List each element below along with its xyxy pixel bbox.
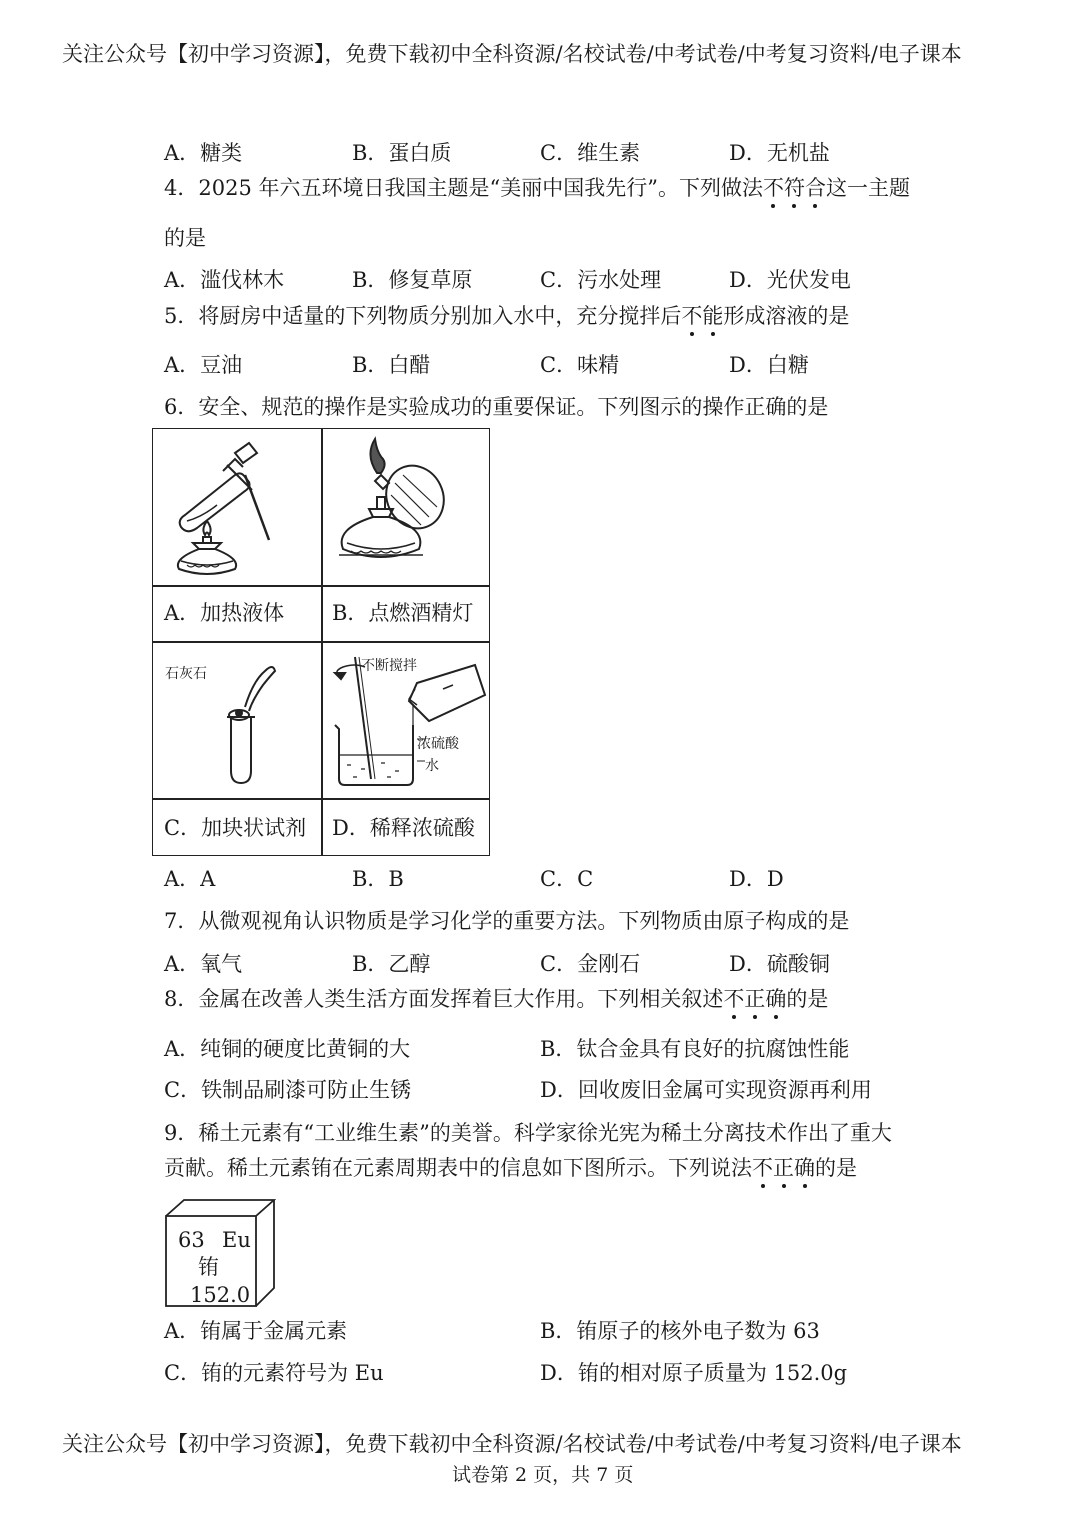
q5-option-d[interactable]: D．白糖 (729, 353, 809, 377)
q4-emph-3: 合 (804, 176, 826, 200)
q4-emph-1: 不 (762, 176, 784, 200)
q9-emph-2: 正 (773, 1156, 794, 1180)
q3-option-c[interactable]: C．维生素 (540, 141, 641, 165)
q8-emph-1: 不 (723, 987, 745, 1011)
footer-banner: 关注公众号【初中学习资源】，免费下载初中全科资源/名校试卷/中考试卷/中考复习资料/电子课本 (62, 1432, 962, 1456)
figure-heating-liquid (157, 435, 317, 580)
q6-option-d[interactable]: D．D (729, 867, 784, 891)
q5-option-b[interactable]: B．白醋 (352, 353, 431, 377)
q8-option-c[interactable]: C．铁制品刷漆可防止生锈 (164, 1078, 412, 1102)
label-limestone: 石灰石 (165, 666, 207, 682)
caption-a: A．加热液体 (164, 601, 285, 625)
q4-option-b[interactable]: B．修复草原 (352, 268, 473, 292)
q3-option-b[interactable]: B．蛋白质 (352, 141, 452, 165)
q6-figure-table (152, 428, 490, 856)
q6-option-a[interactable]: A．A (164, 867, 216, 891)
q5-stem (164, 306, 849, 327)
figure-lighting-lamp (325, 435, 487, 580)
figure-diluting-acid (325, 643, 489, 795)
q9-stem-line1: 9．稀土元素有“工业维生素”的美誉。科学家徐光宪为稀土分离技术作出了重大 (164, 1121, 892, 1145)
q4-stem-line2: 的是 (164, 226, 206, 250)
label-water: 水 (425, 758, 439, 774)
header-banner: 关注公众号【初中学习资源】，免费下载初中全科资源/名校试卷/中考试卷/中考复习资料/电子课本 (62, 42, 962, 66)
element-mass: 152.0 (190, 1283, 251, 1307)
q3-option-a[interactable]: A．糖类 (164, 141, 243, 165)
q4-option-a[interactable]: A．滥伐林木 (164, 268, 285, 292)
caption-d: D．稀释浓硫酸 (332, 816, 475, 840)
q6-option-b[interactable]: B．B (352, 867, 404, 891)
q8-option-a[interactable]: A．纯铜的硬度比黄铜的大 (164, 1037, 411, 1061)
q4-emph-2: 符 (783, 176, 805, 200)
q8-stem (164, 989, 828, 1010)
q5-emph-1: 不 (681, 304, 703, 328)
q4-option-c[interactable]: C．污水处理 (540, 268, 662, 292)
q6-stem: 6．安全、规范的操作是实验成功的重要保证。下列图示的操作正确的是 (164, 395, 829, 419)
figure-adding-solid (193, 651, 293, 791)
page-number: 试卷第 2 页，共 7 页 (452, 1464, 634, 1486)
q5-option-c[interactable]: C．味精 (540, 353, 620, 377)
q5-option-a[interactable]: A．豆油 (164, 353, 243, 377)
q4-stem-text: 4．2025 年六五环境日我国主题是“美丽中国我先行”。下列做法 (164, 176, 763, 200)
q9-stem-line2 (164, 1158, 857, 1179)
q9-stem-text: 贡献。稀土元素铕在元素周期表中的信息如下图所示。下列说法 (164, 1156, 752, 1180)
q8-option-d[interactable]: D．回收废旧金属可实现资源再利用 (540, 1078, 872, 1102)
table-divider (153, 798, 489, 800)
element-number: 63 (178, 1228, 205, 1252)
q7-option-a[interactable]: A．氧气 (164, 952, 243, 976)
q5-emph-2: 能 (702, 304, 724, 328)
q6-option-c[interactable]: C．C (540, 867, 594, 891)
table-divider (153, 585, 489, 587)
caption-b: B．点燃酒精灯 (332, 601, 474, 625)
q9-emph-1: 不 (752, 1156, 773, 1180)
q9-emph-3: 确 (794, 1156, 815, 1180)
q8-stem-text: 8．金属在改善人类生活方面发挥着巨大作用。下列相关叙述 (164, 987, 724, 1011)
element-symbol: Eu (222, 1228, 251, 1252)
q7-stem: 7．从微观视角认识物质是学习化学的重要方法。下列物质由原子构成的是 (164, 909, 850, 933)
element-name: 铕 (198, 1255, 219, 1279)
q8-emph-2: 正 (744, 987, 766, 1011)
q7-option-d[interactable]: D．硫酸铜 (729, 952, 830, 976)
q9-option-b[interactable]: B．铕原子的核外电子数为 63 (540, 1319, 820, 1343)
label-stir: 不断搅拌 (361, 658, 417, 674)
caption-c: C．加块状试剂 (164, 816, 307, 840)
q9-option-a[interactable]: A．铕属于金属元素 (164, 1319, 348, 1343)
q9-stem-tail: 的是 (815, 1156, 857, 1180)
q3-option-d[interactable]: D．无机盐 (729, 141, 830, 165)
label-acid: 浓硫酸 (417, 736, 459, 752)
element-card-europium (164, 1198, 276, 1308)
q8-stem-tail: 的是 (786, 987, 829, 1011)
q9-option-c[interactable]: C．铕的元素符号为 Eu (164, 1361, 384, 1385)
q8-emph-3: 确 (765, 987, 787, 1011)
q4-option-d[interactable]: D．光伏发电 (729, 268, 851, 292)
q9-option-d[interactable]: D．铕的相对原子质量为 152.0g (540, 1361, 848, 1385)
q4-stem-tail: 这一主题 (825, 176, 910, 200)
q5-stem-tail: 形成溶液的是 (723, 304, 850, 328)
q5-stem-text: 5．将厨房中适量的下列物质分别加入水中，充分搅拌后 (164, 304, 682, 328)
q8-option-b[interactable]: B．钛合金具有良好的抗腐蚀性能 (540, 1037, 850, 1061)
q4-stem (164, 178, 910, 199)
q7-option-c[interactable]: C．金刚石 (540, 952, 641, 976)
q7-option-b[interactable]: B．乙醇 (352, 952, 431, 976)
